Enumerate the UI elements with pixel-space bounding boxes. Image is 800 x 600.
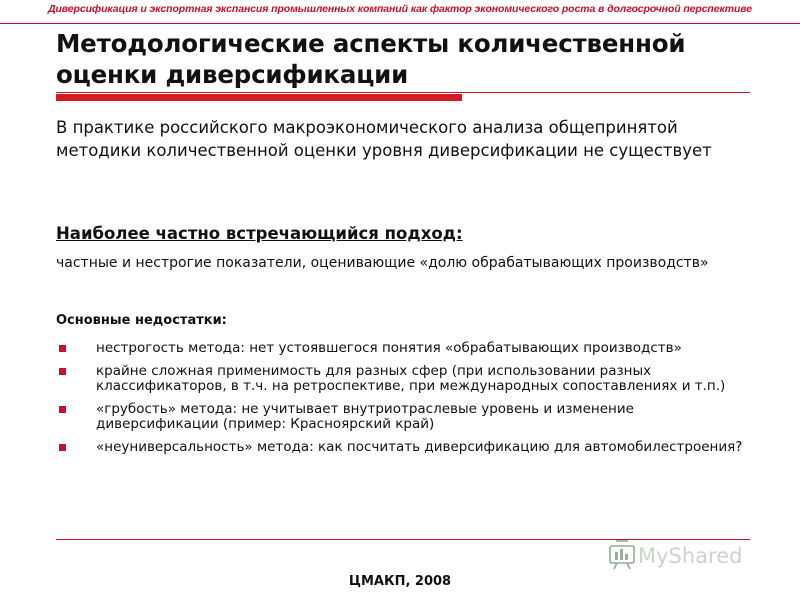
bullet-square-icon [59,406,66,413]
bullet-square-icon [59,368,66,375]
drawbacks-heading: Основные недостатки: [56,313,227,328]
list-item [56,364,746,395]
list-item-text: «грубость» метода: не учитывает внутриотраслевые уровень и изменение диверсификации (пример: Красноярский край) [96,400,634,432]
bullet-square-icon [59,444,66,451]
top-banner [0,0,800,22]
myshared-watermark-logo [608,537,768,571]
approach-heading: Наиболее частно встречающийся подход: [56,224,463,243]
banner-text: Диверсификация и экспортная экспансия промышленных компаний как фактор экономического роста в долгосрочной перспективе [48,3,752,15]
top-divider [0,23,800,24]
list-item-text: «неуниверсальность» метода: как посчитать диверсификацию для автомобилестроения? [96,438,743,455]
drawbacks-list [56,341,746,462]
list-item-text: крайне сложная применимость для разных сфер (при использовании разных классификаторов, в т.ч. на ретроспективе, при международных сопоставлениях и т.п.) [96,362,726,394]
list-item [56,402,746,433]
list-item [56,440,746,456]
approach-text: частные и нестрогие показатели, оценивающие «долю обрабатывающих производств» [56,255,709,271]
bullet-square-icon [59,345,66,352]
svg-text:MyShared: MyShared [638,544,743,568]
title-accent-bar [56,94,462,101]
list-item [56,341,746,357]
page-title: Методологические аспекты количественной оценки диверсификации [56,29,686,89]
footer-credit: ЦМАКП, 2008 [348,574,452,589]
intro-text: В практике российского макроэкономического анализа общепринятой методики количественной оценки уровня диверсификации не существует [56,118,712,160]
title-underline [56,92,750,93]
list-item-text: нестрогость метода: нет устоявшегося понятия «обрабатывающих производств» [96,340,682,356]
